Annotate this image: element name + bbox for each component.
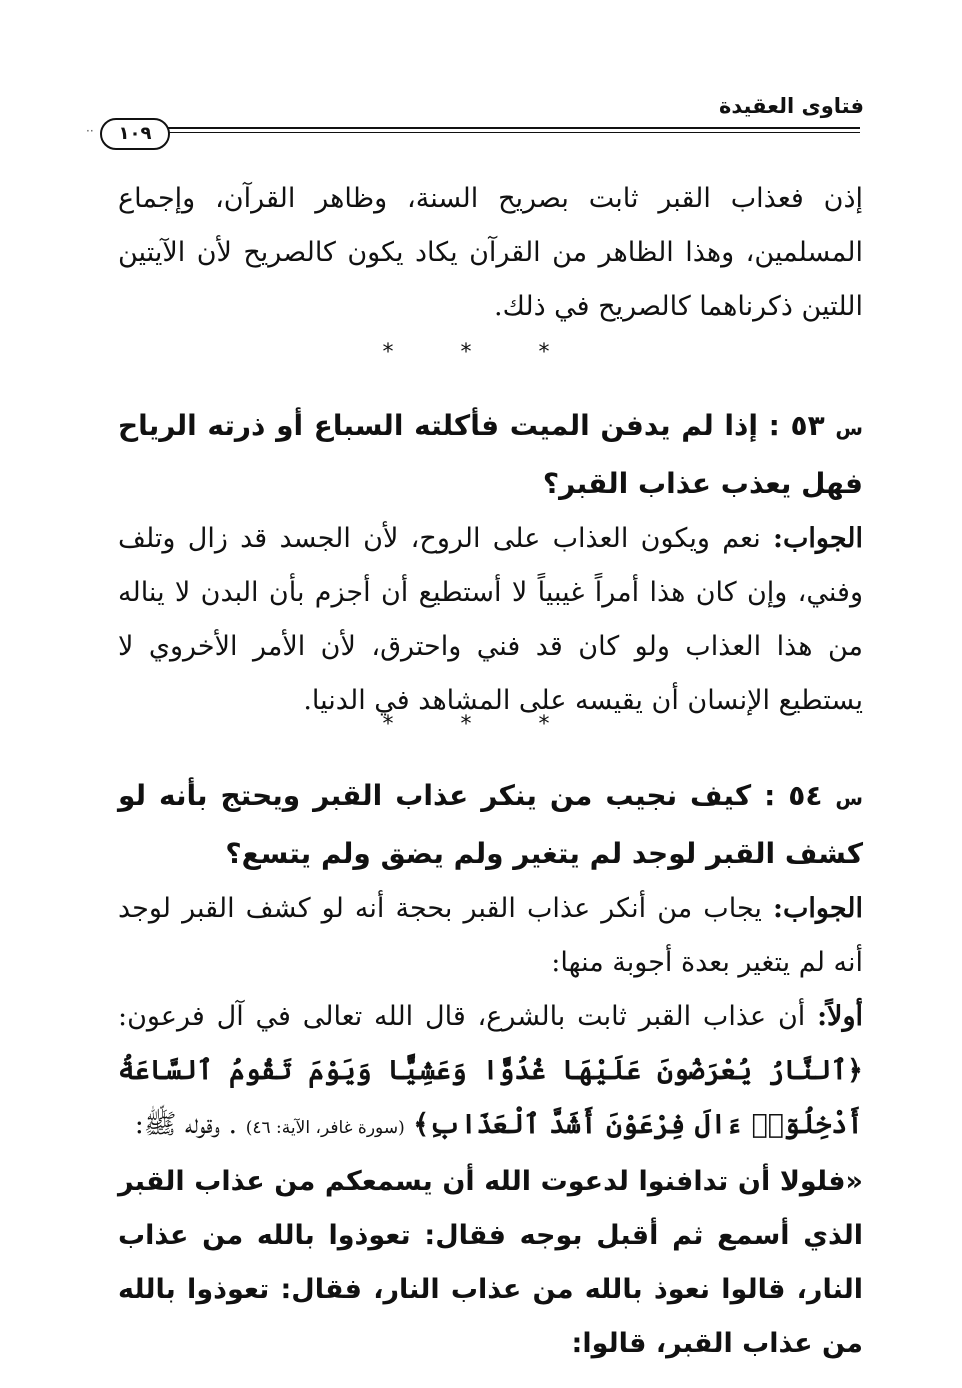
page-header-title: فتاوى العقيدة <box>719 94 864 118</box>
question-54-heading <box>118 768 863 882</box>
question-symbol: س <box>835 416 864 440</box>
question-54-block <box>118 768 863 1371</box>
question-53-heading <box>118 398 863 512</box>
answer-text: نعم ويكون العذاب على الروح، لأن الجسد قد زال وتلف وفني، وإن كان هذا أمراً غيبياً لا أستطيع أن أجزم بأن البدن لا يناله من هذا العذاب ولو كان قد فني واحترق، لأن الأمر الأخروي لا يستطيع الإنسان أن يقيسه على المشاهد في الدنيا. <box>118 523 863 716</box>
question-text: كيف نجيب من ينكر عذاب القبر ويحتج بأنه لو كشف القبر لوجد لم يتغير ولم يضق ولم يتسع؟ <box>118 779 863 870</box>
answer-text: يجاب من أنكر عذاب القبر بحجة أنه لو كشف القبر لوجد أنه لم يتغير بعدة أجوبة منها: <box>118 893 863 978</box>
question-text: إذا لم يدفن الميت فأكلته السباع أو ذرته الرياح فهل يعذب عذاب القبر؟ <box>118 409 863 500</box>
hadith-text: «فلولا أن تدافنوا لدعوت الله أن يسمعكم من عذاب القبر الذي أسمع ثم أقبل بوجه فقال: تعوذوا بالله من عذاب النار، قالوا نعوذ بالله من عذاب النار، فقال: تعوذوا بالله من عذاب القبر، قالوا: <box>118 1166 863 1359</box>
badge-ornament: ·· <box>86 124 94 138</box>
page-number-badge: ١٠٩ <box>100 118 170 150</box>
header-rule <box>160 127 860 137</box>
and-said: . وقوله ﷺ: <box>134 1109 238 1140</box>
question-53-block <box>118 398 863 728</box>
answer-53 <box>118 512 863 728</box>
verse-reference: (سورة غافر، الآية: ٤٦) <box>245 1118 405 1138</box>
question-symbol: س <box>835 786 864 810</box>
first-point <box>118 990 863 1155</box>
intro-paragraph-block <box>118 172 863 334</box>
question-number: ٥٣ : <box>768 409 825 442</box>
answer-label: الجواب: <box>773 523 863 554</box>
first-label: أولاً: <box>817 1001 863 1032</box>
separator-stars-1: * * * <box>382 340 580 365</box>
quran-verse: ﴿ٱلنَّارُ يُعْرَضُونَ عَلَيْهَا غُدُوًّا وَعَشِيًّا وَيَوْمَ تَقُومُ ٱلسَّاعَةُ أَدْخِلُوٓا۟ ءَالَ فِرْعَوْنَ أَشَدَّ ٱلْعَذَابِ﴾ <box>118 1055 863 1140</box>
answer-54 <box>118 882 863 990</box>
answer-label: الجواب: <box>773 893 863 924</box>
intro-paragraph: إذن فعذاب القبر ثابت بصريح السنة، وظاهر القرآن، وإجماع المسلمين، وهذا الظاهر من القرآن يكاد يكون كالصريح لأن الآيتين اللتين ذكرناهما كالصريح في ذلك. <box>118 183 863 322</box>
first-text: أن عذاب القبر ثابت بالشرع، قال الله تعالى في آل فرعون: <box>118 1001 806 1032</box>
question-number: ٥٤ : <box>764 779 823 812</box>
separator-stars-2: * * * <box>382 712 580 737</box>
